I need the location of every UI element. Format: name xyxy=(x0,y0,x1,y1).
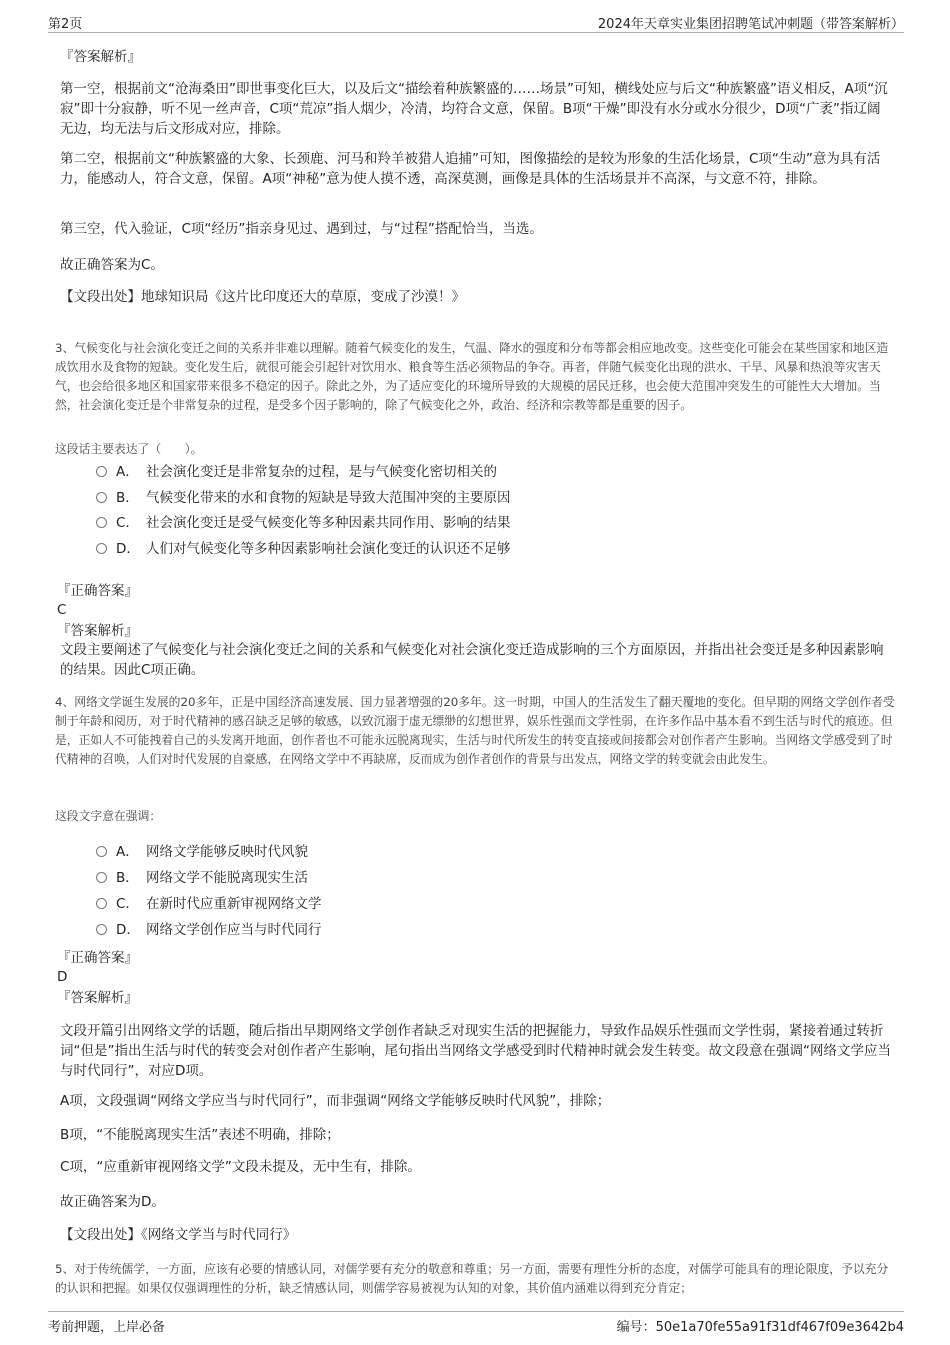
q3-question: 这段话主要表达了（ ）。 xyxy=(55,442,203,456)
option-letter: B． xyxy=(116,870,139,886)
option-text: 社会演化变迁是受气候变化等多种因素共同作用、影响的结果 xyxy=(146,515,511,531)
option-text: 人们对气候变化等多种因素影响社会演化变迁的认识还不足够 xyxy=(146,541,511,557)
radio-icon[interactable] xyxy=(96,846,107,857)
q4-analysis-a: A项，文段强调“网络文学应当与时代同行”，而非强调“网络文学能够反映时代风貌”，排除； xyxy=(60,1093,611,1109)
q2-conclusion: 故正确答案为C。 xyxy=(60,257,164,273)
q4-analysis-c: C项，“应重新审视网络文学”文段未提及，无中生有，排除。 xyxy=(60,1159,421,1175)
document-code: 编号：50e1a70fe55a91f31df467f09e3642b4 xyxy=(616,1320,904,1335)
q4-source: 【文段出处】《网络文学当与时代同行》 xyxy=(60,1227,297,1243)
option-letter: C． xyxy=(116,515,139,531)
option-letter: C． xyxy=(116,896,139,912)
q2-analysis-title: 『答案解析』 xyxy=(60,49,141,65)
q5-stem: 5、对于传统儒学，一方面，应该有必要的情感认同，对儒学要有充分的敬意和尊重；另一方面，需要有理性分析的态度，对儒学可能具有的理论限度，予以充分的认识和把握。如果仅仅强调理性的分析，缺乏情感认同，则儒学容易被视为认知的对象，其价值内涵难以得到充分肯定； xyxy=(55,1262,889,1295)
radio-icon[interactable] xyxy=(96,872,107,883)
radio-icon[interactable] xyxy=(96,466,107,477)
footer-slogan: 考前押题，上岸必备 xyxy=(48,1320,166,1335)
radio-icon[interactable] xyxy=(96,924,107,935)
q3-option-d[interactable] xyxy=(96,539,511,559)
q2-analysis-para3: 第三空，代入验证，C项“经历”指亲身见过、遇到过，与“过程”搭配恰当，当选。 xyxy=(60,221,543,237)
q4-analysis-para1: 文段开篇引出网络文学的话题，随后指出早期网络文学创作者缺乏对现实生活的把握能力，导致作品娱乐性强而文学性弱，紧接着通过转折词“但是”指出生活与时代的转变会对创作者产生影响，尾句指出当网络文学感受到时代精神时就会发生转变。故文段意在强调“网络文学应当与时代同行”，对应D项。 xyxy=(60,1023,891,1079)
page-header xyxy=(48,10,904,33)
page-footer xyxy=(48,1311,904,1334)
page-number: 第2页 xyxy=(48,17,83,32)
option-text: 网络文学创作应当与时代同行 xyxy=(146,922,322,938)
radio-icon[interactable] xyxy=(96,492,107,503)
option-letter: D． xyxy=(116,922,140,938)
option-text: 气候变化带来的水和食物的短缺是导致大范围冲突的主要原因 xyxy=(146,490,511,506)
q3-analysis: 文段主要阐述了气候变化与社会演化变迁之间的关系和气候变化对社会演化变迁造成影响的三个方面原因，并指出社会变迁是多种因素影响的结果。因此C项正确。 xyxy=(60,642,884,678)
q4-answer-title: 『正确答案』 xyxy=(57,950,138,966)
q4-question: 这段文字意在强调： xyxy=(55,809,162,823)
q4-conclusion: 故正确答案为D。 xyxy=(60,1194,165,1210)
option-letter: A． xyxy=(116,844,139,860)
q3-option-b[interactable] xyxy=(96,488,511,508)
option-text: 在新时代应重新审视网络文学 xyxy=(146,896,322,912)
option-letter: B． xyxy=(116,490,139,506)
q3-answer: C xyxy=(57,602,67,618)
document-title: 2024年天章实业集团招聘笔试冲刺题（带答案解析） xyxy=(597,17,904,32)
q2-source: 【文段出处】地球知识局《这片比印度还大的草原，变成了沙漠！》 xyxy=(60,289,465,305)
q2-analysis-para2: 第二空，根据前文“种族繁盛的大象、长颈鹿、河马和羚羊被猎人追捕”可知，图像描绘的是较为形象的生活化场景，C项“生动”意为具有活力，能感动人，符合文意，保留。A项“神秘”意为使人摸不透，高深莫测，画像是具体的生活场景并不高深，与文意不符，排除。 xyxy=(60,151,881,187)
q3-analysis-title: 『答案解析』 xyxy=(57,623,138,639)
q4-option-a[interactable] xyxy=(96,842,308,862)
option-text: 网络文学能够反映时代风貌 xyxy=(146,844,308,860)
q4-analysis-b: B项，“不能脱离现实生活”表述不明确，排除； xyxy=(60,1127,340,1143)
option-text: 社会演化变迁是非常复杂的过程，是与气候变化密切相关的 xyxy=(146,464,497,480)
option-letter: D． xyxy=(116,541,140,557)
q4-option-d[interactable] xyxy=(96,920,322,940)
q3-option-a[interactable] xyxy=(96,462,497,482)
option-text: 网络文学不能脱离现实生活 xyxy=(146,870,308,886)
q3-answer-title: 『正确答案』 xyxy=(57,583,138,599)
q4-option-c[interactable] xyxy=(96,894,322,914)
q4-answer: D xyxy=(57,969,68,985)
radio-icon[interactable] xyxy=(96,898,107,909)
radio-icon[interactable] xyxy=(96,543,107,554)
radio-icon[interactable] xyxy=(96,517,107,528)
option-letter: A． xyxy=(116,464,139,480)
q4-stem: 4、网络文学诞生发展的20多年，正是中国经济高速发展、国力显著增强的20多年。这一时期，中国人的生活发生了翻天覆地的变化。但早期的网络文学创作者受制于年龄和阅历，对于时代精神的感召缺乏足够的敏感，以致沉溺于虚无缥缈的幻想世界，娱乐性强而文学性弱，在许多作品中基本看不到生活与时代的痕迹。但是，正如人不可能拽着自己的头发离开地面，创作者也不可能永远脱离现实，生活与时代所发生的转变直接或间接都会对创作者产生影响。当网络文学感受到了时代精神的召唤，人们对时代发展的自豪感，在网络文学中不再缺席，反而成为创作者创作的背景与出发点，网络文学的转变就会由此发生。 xyxy=(55,695,895,766)
q4-option-b[interactable] xyxy=(96,868,308,888)
q2-analysis-para1: 第一空，根据前文“沧海桑田”即世事变化巨大，以及后文“描绘着种族繁盛的……场景”可知，横线处应与后文“种族繁盛”语义相反，A项“沉寂”即十分寂静，听不见一丝声音，C项“荒凉”指人烟少，冷清，均符合文意，保留。B项“干燥”即没有水分或水分很少，D项“广袤”指辽阔无边，均无法与后文形成对应，排除。 xyxy=(60,81,888,137)
q3-stem: 3、气候变化与社会演化变迁之间的关系并非难以理解。随着气候变化的发生，气温、降水的强度和分布等都会相应地改变。这些变化可能会在某些国家和地区造成饮用水及食物的短缺。变化发生后，就很可能会引起针对饮用水、粮食等生活必须物品的争夺。再者，伴随气候变化出现的洪水、干旱、风暴和热浪等灾害天气，也会给很多地区和国家带来很多不稳定的因子。除此之外，为了适应变化的环境所导致的大规模的居民迁移，也会使大范围冲突发生的可能性大大增加。当然，社会演化变迁是个非常复杂的过程，是受多个因子影响的，除了气候变化之外，政治、经济和宗教等都是重要的因子。 xyxy=(55,341,889,412)
q4-analysis-title: 『答案解析』 xyxy=(57,990,138,1006)
q3-option-c[interactable] xyxy=(96,513,511,533)
